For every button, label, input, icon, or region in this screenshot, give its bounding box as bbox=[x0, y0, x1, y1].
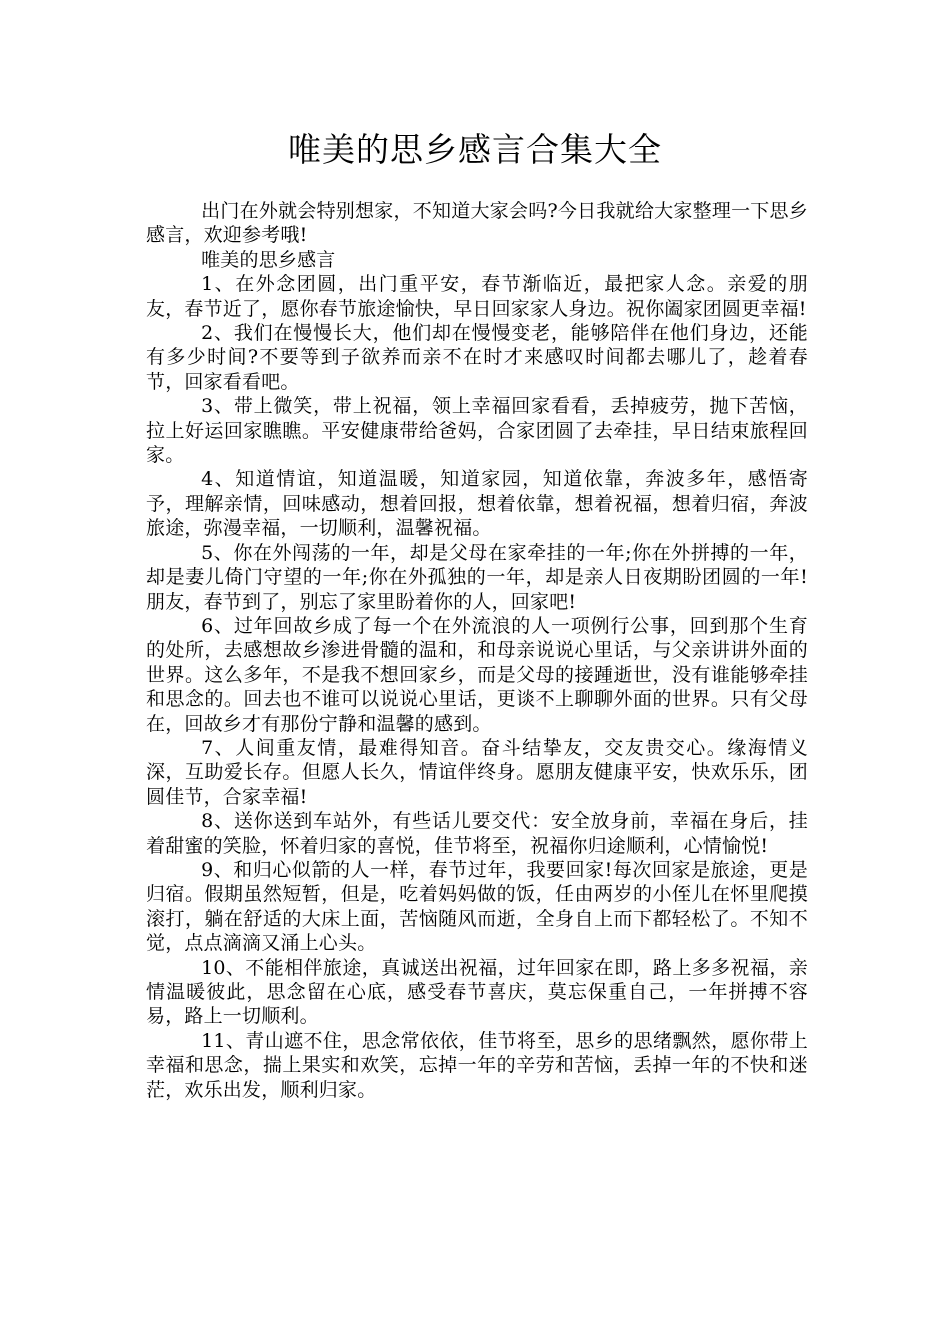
document-body bbox=[146, 199, 808, 1102]
section-heading: 唯美的思乡感言 bbox=[201, 248, 336, 271]
list-item: 4、知道情谊，知道温暖，知道家园，知道依靠，奔波多年，感悟寄予，理解亲情，回味感动，想着回报，想着依靠，想着祝福，想着归宿，奔波旅途，弥漫幸福，一切顺利，温馨祝福。 bbox=[146, 468, 808, 540]
list-item: 2、我们在慢慢长大，他们却在慢慢变老，能够陪伴在他们身边，还能有多少时间?不要等到子欲养而亲不在时才来感叹时间都去哪儿了，趁着春节，回家看看吧。 bbox=[146, 322, 808, 393]
list-item: 10、不能相伴旅途，真诚送出祝福，过年回家在即，路上多多祝福，亲情温暖彼此，思念留在心底，感受春节喜庆，莫忘保重自己，一年拼搏不容易，路上一切顺利。 bbox=[146, 956, 808, 1028]
list-item: 8、送你送到车站外，有些话儿要交代：安全放身前，幸福在身后，挂着甜蜜的笑脸，怀着归家的喜悦，佳节将至，祝福你归途顺利，心情愉悦! bbox=[146, 810, 808, 857]
list-item: 1、在外念团圆，出门重平安，春节渐临近，最把家人念。亲爱的朋友，春节近了，愿你春节旅途愉快，早日回家家人身边。祝你阖家团圆更幸福! bbox=[146, 273, 808, 320]
intro-paragraph: 出门在外就会特别想家，不知道大家会吗?今日我就给大家整理一下思乡感言，欢迎参考哦! bbox=[146, 200, 808, 247]
list-item: 9、和归心似箭的人一样，春节过年，我要回家!每次回家是旅途，更是归宿。假期虽然短暂，但是，吃着妈妈做的饭，任由两岁的小侄儿在怀里爬摸滚打，躺在舒适的大床上面，苦恼随风而逝，全身自上而下都轻松了。不知不觉，点点滴滴又涌上心头。 bbox=[146, 858, 808, 955]
document-title: 唯美的思乡感言合集大全 bbox=[288, 130, 662, 169]
list-item: 11、青山遮不住，思念常依依，佳节将至，思乡的思绪飘然，愿你带上幸福和思念，揣上果实和欢笑，忘掉一年的辛劳和苦恼，丢掉一年的不快和迷茫，欢乐出发，顺利归家。 bbox=[146, 1029, 808, 1101]
list-item: 6、过年回故乡成了每一个在外流浪的人一项例行公事，回到那个生育的处所，去感想故乡渗进骨髓的温和，和母亲说说心里话，与父亲讲讲外面的世界。这么多年，不是我不想回家乡，而是父母的接踵逝世，没有谁能够牵挂和思念的。回去也不谁可以说说心里话，更谈不上聊聊外面的世界。只有父母在，回故乡才有那份宁静和温馨的感到。 bbox=[146, 614, 808, 735]
list-item: 5、你在外闯荡的一年，却是父母在家牵挂的一年;你在外拼搏的一年，却是妻儿倚门守望的一年;你在外孤独的一年，却是亲人日夜期盼团圆的一年!朋友，春节到了，别忘了家里盼着你的人，回家吧! bbox=[146, 541, 808, 613]
list-item: 3、带上微笑，带上祝福，领上幸福回家看看，丢掉疲劳，抛下苦恼，拉上好运回家瞧瞧。平安健康带给爸妈，合家团圆了去牵挂，早日结束旅程回家。 bbox=[146, 395, 808, 467]
list-item: 7、人间重友情，最难得知音。奋斗结挚友，交友贵交心。缘海情义深，互助爱长存。但愿人长久，情谊伴终身。愿朋友健康平安，快欢乐乐，团圆佳节，合家幸福! bbox=[146, 736, 808, 808]
